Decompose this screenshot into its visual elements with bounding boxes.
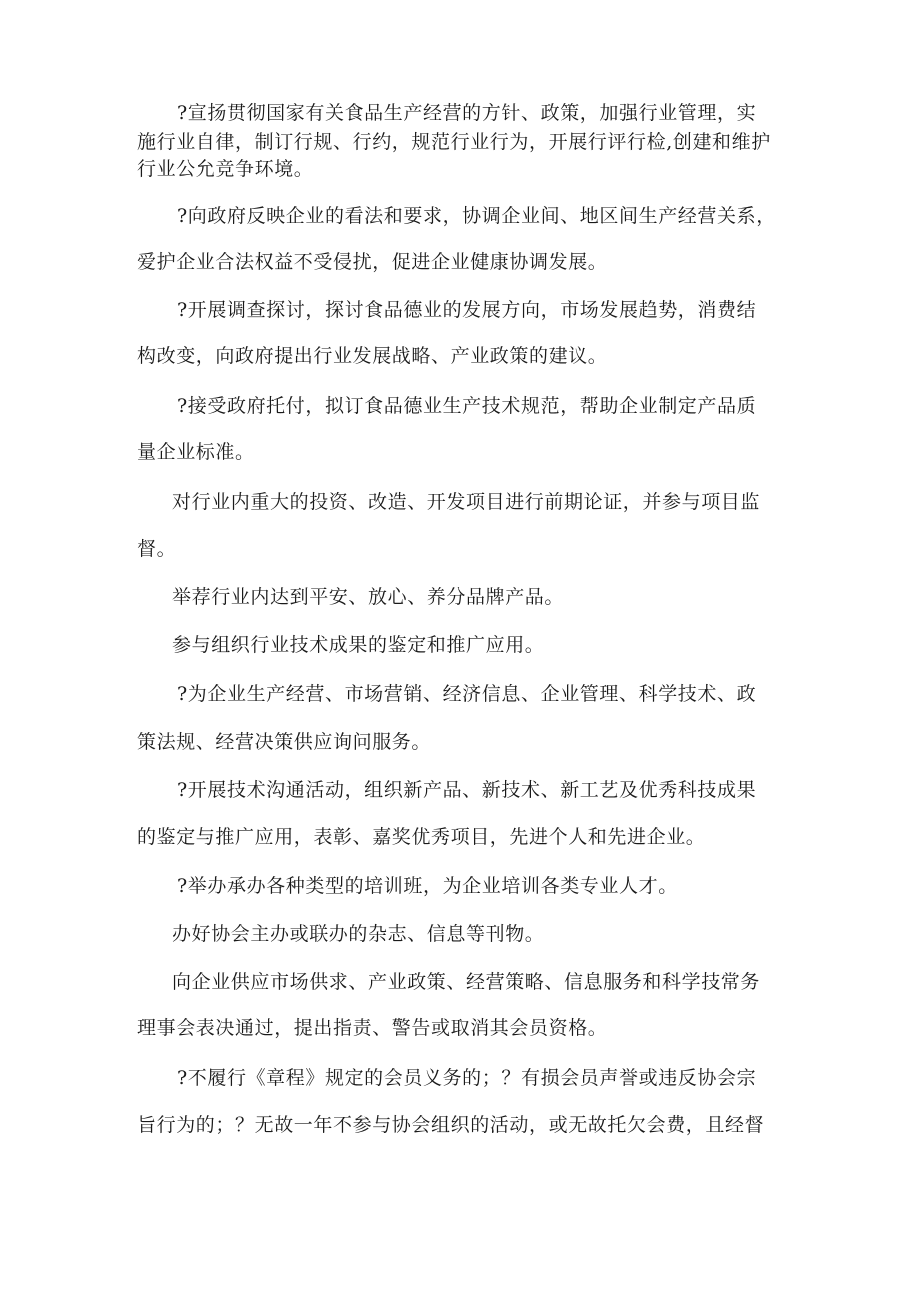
paragraph-line: 爱护企业合法权益不受侵扰，促进企业健康协调发展。 [137,251,608,273]
paragraph-line: 施行业自律，制订行规、行约，规范行业行为，开展行评行检,创建和维护 [137,131,771,153]
paragraph-line: 构改变，向政府提出行业发展战略、产业政策的建议。 [137,345,608,367]
paragraph-line: 办好协会主办或联办的杂志、信息等刊物。 [172,923,545,945]
paragraph-line: 向企业供应市场供求、产业政策、经营策略、信息服务和科学技常务 [172,971,761,993]
paragraph-line: ?不履行《章程》规定的会员义务的；？有损会员声誉或违反协会宗 [177,1067,757,1089]
paragraph-line: ?举办承办各种类型的培训班，为企业培训各类专业人才。 [177,875,678,897]
paragraph-line: 策法规、经营决策供应询问服务。 [137,731,432,753]
paragraph-line: 旨行为的；？无故一年不参与协会组织的活动，或无故托欠会费，且经督 [137,1114,765,1136]
paragraph-line: ?开展技术沟通活动，组织新产品、新技术、新工艺及优秀科技成果 [177,779,757,801]
paragraph-line: 督。 [137,538,177,560]
paragraph-line: ?接受政府托付，拟订食品德业生产技术规范，帮助企业制定产品质 [177,395,757,417]
paragraph-line: 理事会表决通过，提出指责、警告或取消其会员资格。 [137,1017,608,1039]
paragraph-line: 参与组织行业技术成果的鉴定和推广应用。 [172,634,545,656]
paragraph-line: 举荐行业内达到平安、放心、养分品牌产品。 [172,586,565,608]
paragraph-line: 的鉴定与推广应用，表彰、嘉奖优秀项目，先进个人和先进企业。 [137,826,706,848]
paragraph-line: 行业公允竞争环境。 [137,158,314,180]
paragraph-line: ?宣扬贯彻国家有关食品生产经营的方针、政策，加强行业管理，实 [177,102,757,124]
paragraph-line: ?为企业生产经营、市场营销、经济信息、企业管理、科学技术、政 [177,683,757,705]
paragraph-line: ?向政府反映企业的看法和要求，协调企业间、地区间生产经营关系， [177,205,776,227]
paragraph-line: ?开展调查探讨，探讨食品德业的发展方向，市场发展趋势，消费结 [177,299,757,321]
paragraph-line: 量企业标准。 [137,441,255,463]
paragraph-line: 对行业内重大的投资、改造、开发项目进行前期论证，并参与项目监 [172,491,761,513]
